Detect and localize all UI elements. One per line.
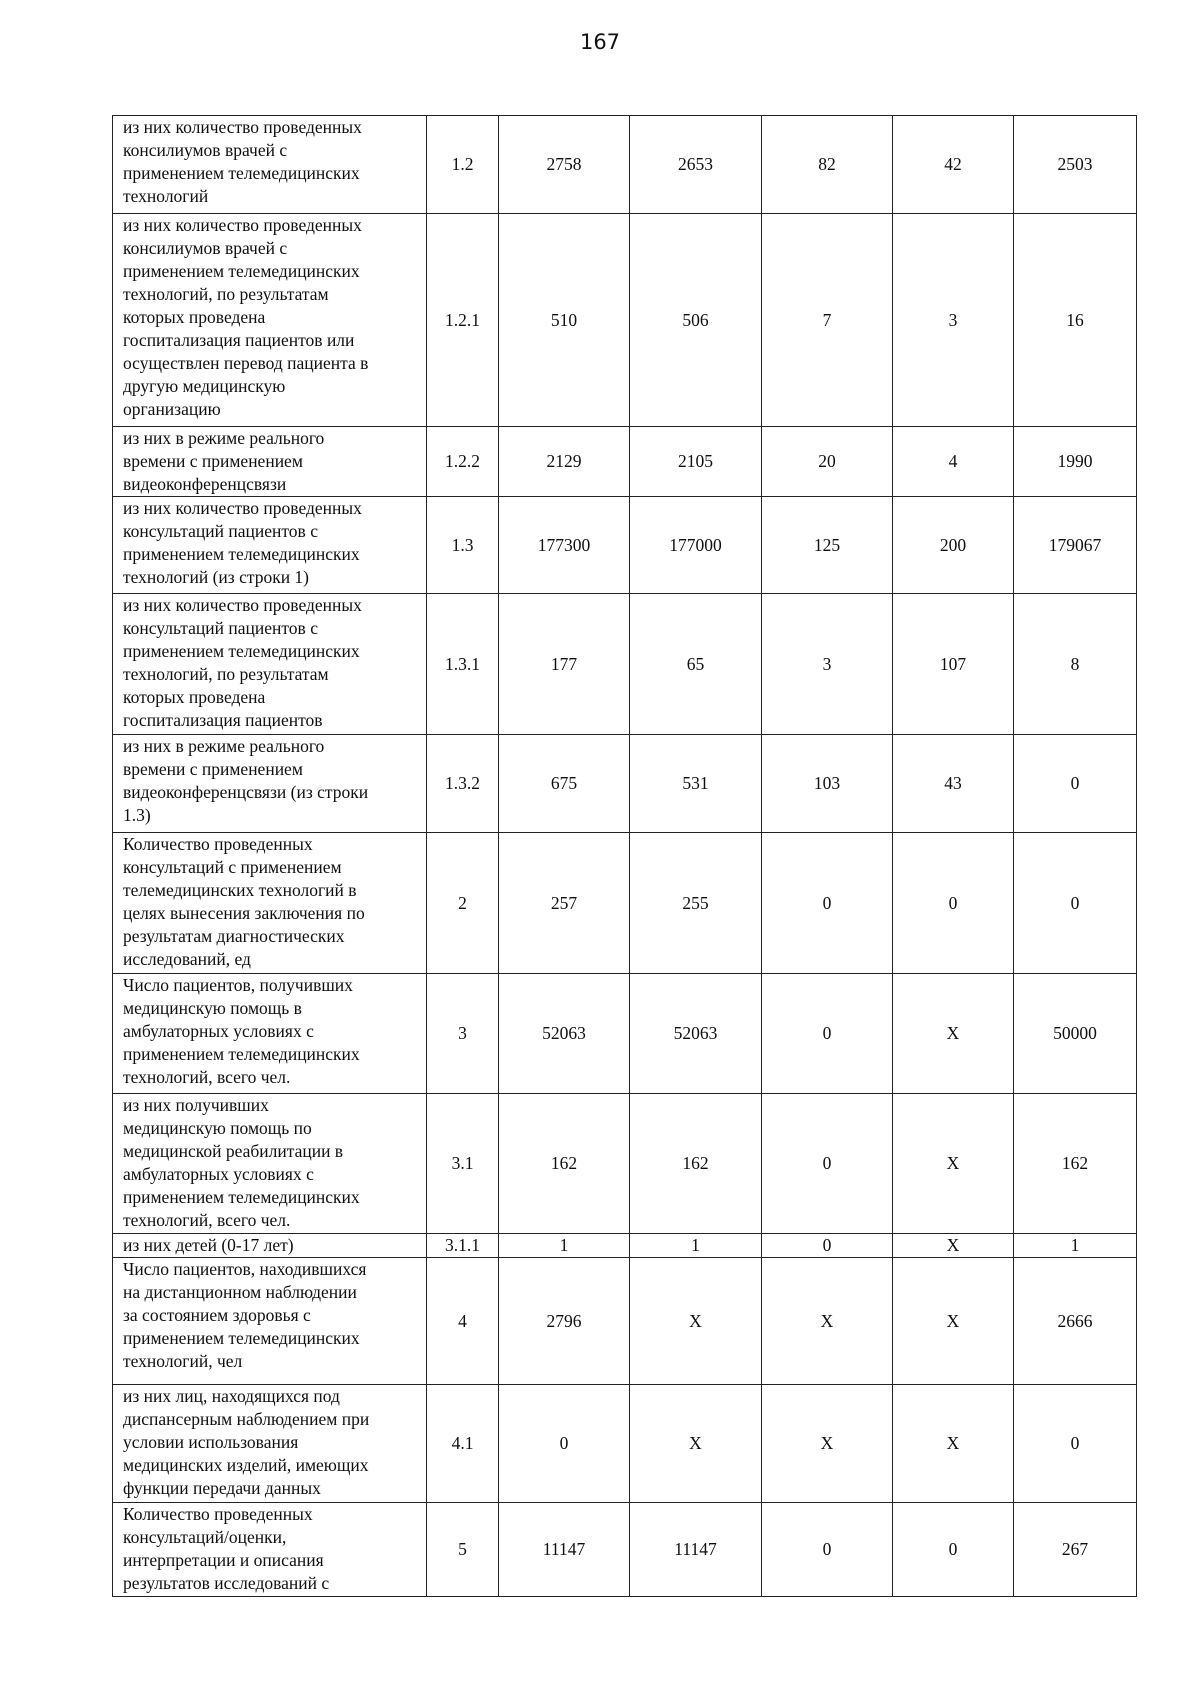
row-code: 3.1.1 bbox=[427, 1234, 499, 1258]
row-label-cell bbox=[113, 497, 427, 594]
table-row bbox=[113, 735, 1137, 833]
value-cell: X bbox=[893, 1234, 1014, 1258]
row-code: 3 bbox=[427, 974, 499, 1094]
value-cell: 531 bbox=[630, 735, 762, 833]
row-code: 1.2.1 bbox=[427, 214, 499, 427]
table-row bbox=[113, 427, 1137, 497]
telemedicine-statistics-table bbox=[112, 115, 1137, 1597]
value-cell: 82 bbox=[762, 116, 893, 214]
value-cell: 2503 bbox=[1014, 116, 1137, 214]
table-row bbox=[113, 974, 1137, 1094]
row-code: 1.2 bbox=[427, 116, 499, 214]
value-cell: 8 bbox=[1014, 594, 1137, 735]
table-row bbox=[113, 1385, 1137, 1503]
value-cell: X bbox=[762, 1385, 893, 1503]
value-cell: 3 bbox=[893, 214, 1014, 427]
row-label: из них детей (0-17 лет) bbox=[123, 1235, 294, 1255]
value-cell: 11147 bbox=[630, 1503, 762, 1597]
value-cell: X bbox=[630, 1385, 762, 1503]
value-cell: 0 bbox=[1014, 735, 1137, 833]
value-cell: 4 bbox=[893, 427, 1014, 497]
row-label-cell bbox=[113, 427, 427, 497]
table-row bbox=[113, 497, 1137, 594]
value-cell: 52063 bbox=[499, 974, 630, 1094]
value-cell: 0 bbox=[893, 833, 1014, 974]
value-cell: 1 bbox=[499, 1234, 630, 1258]
row-label-cell bbox=[113, 116, 427, 214]
value-cell: 510 bbox=[499, 214, 630, 427]
table-row bbox=[113, 1094, 1137, 1234]
value-cell: 255 bbox=[630, 833, 762, 974]
row-label: из них в режиме реального времени с применением видеоконференцсвязи (из строки 1.3) bbox=[123, 736, 369, 825]
value-cell: 20 bbox=[762, 427, 893, 497]
value-cell: 0 bbox=[1014, 1385, 1137, 1503]
value-cell: 179067 bbox=[1014, 497, 1137, 594]
row-code: 2 bbox=[427, 833, 499, 974]
value-cell: 43 bbox=[893, 735, 1014, 833]
value-cell: 177300 bbox=[499, 497, 630, 594]
table-row bbox=[113, 594, 1137, 735]
value-cell: 0 bbox=[762, 974, 893, 1094]
row-label: из них количество проведенных консилиумов врачей с применением телемедицинских технологий, по результатам которых проведена госпитализация пациентов или осуществлен перевод пациента в другую медицинскую организацию bbox=[123, 215, 369, 419]
row-code: 3.1 bbox=[427, 1094, 499, 1234]
value-cell: 0 bbox=[762, 1094, 893, 1234]
value-cell: 50000 bbox=[1014, 974, 1137, 1094]
value-cell: 3 bbox=[762, 594, 893, 735]
value-cell: 267 bbox=[1014, 1503, 1137, 1597]
value-cell: 65 bbox=[630, 594, 762, 735]
value-cell: 1 bbox=[1014, 1234, 1137, 1258]
row-label: из них количество проведенных консультаций пациентов с применением телемедицинских технологий (из строки 1) bbox=[123, 498, 362, 587]
value-cell: 52063 bbox=[630, 974, 762, 1094]
value-cell: 1 bbox=[630, 1234, 762, 1258]
value-cell: 107 bbox=[893, 594, 1014, 735]
value-cell: 675 bbox=[499, 735, 630, 833]
value-cell: 2129 bbox=[499, 427, 630, 497]
row-label: из них количество проведенных консультаций пациентов с применением телемедицинских технологий, по результатам которых проведена госпитализация пациентов bbox=[123, 595, 362, 730]
row-label-cell bbox=[113, 1094, 427, 1234]
page-number: 167 bbox=[579, 30, 621, 54]
value-cell: 2653 bbox=[630, 116, 762, 214]
row-code: 1.3.2 bbox=[427, 735, 499, 833]
table-row bbox=[113, 1258, 1137, 1385]
value-cell: 11147 bbox=[499, 1503, 630, 1597]
row-code: 1.3 bbox=[427, 497, 499, 594]
table-row bbox=[113, 1234, 1137, 1258]
value-cell: 0 bbox=[762, 833, 893, 974]
value-cell: 0 bbox=[1014, 833, 1137, 974]
value-cell: X bbox=[893, 1385, 1014, 1503]
value-cell: X bbox=[630, 1258, 762, 1385]
row-code: 1.2.2 bbox=[427, 427, 499, 497]
row-label-cell bbox=[113, 594, 427, 735]
value-cell: 162 bbox=[630, 1094, 762, 1234]
value-cell: 2796 bbox=[499, 1258, 630, 1385]
value-cell: 177000 bbox=[630, 497, 762, 594]
value-cell: 42 bbox=[893, 116, 1014, 214]
value-cell: 2666 bbox=[1014, 1258, 1137, 1385]
value-cell: 2105 bbox=[630, 427, 762, 497]
value-cell: 162 bbox=[1014, 1094, 1137, 1234]
value-cell: 200 bbox=[893, 497, 1014, 594]
value-cell: X bbox=[762, 1258, 893, 1385]
value-cell: 1990 bbox=[1014, 427, 1137, 497]
value-cell: 16 bbox=[1014, 214, 1137, 427]
row-label-cell bbox=[113, 1258, 427, 1385]
value-cell: 177 bbox=[499, 594, 630, 735]
row-label: из них лиц, находящихся под диспансерным наблюдением при условии использования медицинских изделий, имеющих функции передачи данных bbox=[123, 1386, 370, 1498]
table-row bbox=[113, 1503, 1137, 1597]
row-label-cell bbox=[113, 833, 427, 974]
value-cell: 0 bbox=[762, 1503, 893, 1597]
row-code: 4 bbox=[427, 1258, 499, 1385]
row-label-cell bbox=[113, 1234, 427, 1258]
row-label-cell bbox=[113, 1385, 427, 1503]
row-label: из них в режиме реального времени с применением видеоконференцсвязи bbox=[123, 428, 325, 494]
row-code: 5 bbox=[427, 1503, 499, 1597]
row-label: Число пациентов, находившихся на дистанционном наблюдении за состоянием здоровья с применением телемедицинских технологий, чел bbox=[123, 1259, 367, 1371]
row-label: из них получивших медицинскую помощь по медицинской реабилитации в амбулаторных условиях с применением телемедицинских технологий, всего чел. bbox=[123, 1095, 360, 1230]
value-cell: 103 bbox=[762, 735, 893, 833]
row-label-cell bbox=[113, 974, 427, 1094]
value-cell: 506 bbox=[630, 214, 762, 427]
value-cell: X bbox=[893, 974, 1014, 1094]
row-code: 4.1 bbox=[427, 1385, 499, 1503]
row-label: из них количество проведенных консилиумов врачей с применением телемедицинских технологий bbox=[123, 117, 362, 206]
value-cell: X bbox=[893, 1094, 1014, 1234]
table-row bbox=[113, 214, 1137, 427]
value-cell: 162 bbox=[499, 1094, 630, 1234]
row-label-cell bbox=[113, 1503, 427, 1597]
value-cell: 0 bbox=[499, 1385, 630, 1503]
row-code: 1.3.1 bbox=[427, 594, 499, 735]
row-label-cell bbox=[113, 214, 427, 427]
table-row bbox=[113, 833, 1137, 974]
value-cell: 0 bbox=[893, 1503, 1014, 1597]
row-label-cell bbox=[113, 735, 427, 833]
value-cell: 257 bbox=[499, 833, 630, 974]
value-cell: 2758 bbox=[499, 116, 630, 214]
value-cell: 125 bbox=[762, 497, 893, 594]
table-row bbox=[113, 116, 1137, 214]
value-cell: 0 bbox=[762, 1234, 893, 1258]
row-label: Количество проведенных консультаций с применением телемедицинских технологий в целях вынесения заключения по результатам диагностических исследований, ед bbox=[123, 834, 365, 969]
value-cell: 7 bbox=[762, 214, 893, 427]
value-cell: X bbox=[893, 1258, 1014, 1385]
row-label: Количество проведенных консультаций/оценки, интерпретации и описания результатов исследований с bbox=[123, 1504, 330, 1593]
row-label: Число пациентов, получивших медицинскую помощь в амбулаторных условиях с применением телемедицинских технологий, всего чел. bbox=[123, 975, 360, 1087]
